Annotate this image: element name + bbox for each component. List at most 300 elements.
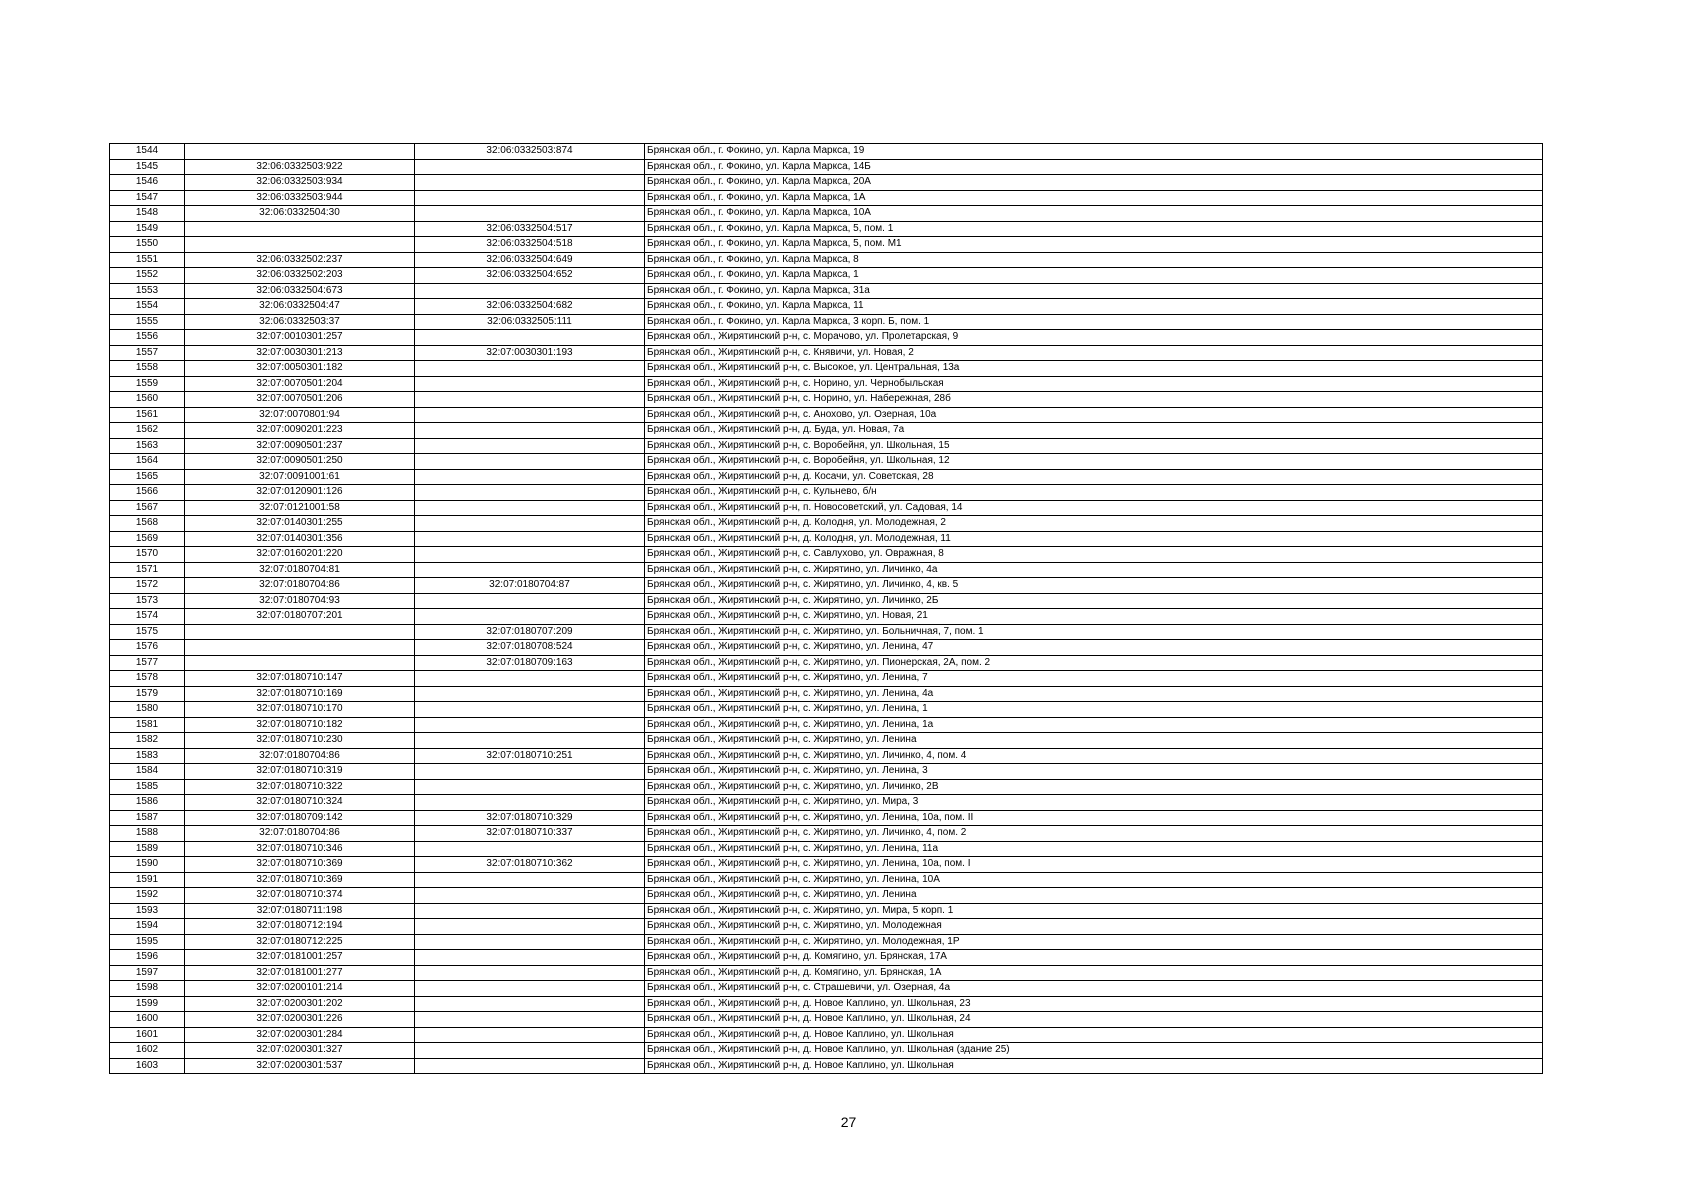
- table-row: [110, 252, 1543, 268]
- row-number-cell: 1571: [110, 562, 185, 578]
- address-cell: Брянская обл., Жирятинский р-н, с. Жирятино, ул. Молодежная: [645, 919, 1543, 935]
- row-number-cell: 1551: [110, 252, 185, 268]
- table-row: [110, 717, 1543, 733]
- table-row: [110, 314, 1543, 330]
- address-cell: Брянская обл., Жирятинский р-н, д. Колодня, ул. Молодежная, 11: [645, 531, 1543, 547]
- row-number-cell: 1563: [110, 438, 185, 454]
- address-cell: Брянская обл., Жирятинский р-н, с. Жирятино, ул. Ленина, 10а, пом. I: [645, 857, 1543, 873]
- address-cell: Брянская обл., Жирятинский р-н, с. Жирятино, ул. Личинко, 4, кв. 5: [645, 578, 1543, 594]
- row-number-cell: 1550: [110, 237, 185, 253]
- address-cell: Брянская обл., Жирятинский р-н, д. Косачи, ул. Советская, 28: [645, 469, 1543, 485]
- building-cadastral-number-cell: 32:06:0332504:682: [415, 299, 645, 315]
- row-number-cell: 1600: [110, 1012, 185, 1028]
- cadastral-number-cell: 32:07:0070801:94: [185, 407, 415, 423]
- building-cadastral-number-cell: 32:06:0332504:649: [415, 252, 645, 268]
- row-number-cell: 1591: [110, 872, 185, 888]
- building-cadastral-number-cell: 32:07:0180704:87: [415, 578, 645, 594]
- table-row: [110, 283, 1543, 299]
- address-cell: Брянская обл., Жирятинский р-н, с. Морачово, ул. Пролетарская, 9: [645, 330, 1543, 346]
- building-cadastral-number-cell: [415, 159, 645, 175]
- cadastral-number-cell: 32:07:0070501:204: [185, 376, 415, 392]
- address-cell: Брянская обл., г. Фокино, ул. Карла Маркса, 31а: [645, 283, 1543, 299]
- row-number-cell: 1545: [110, 159, 185, 175]
- row-number-cell: 1569: [110, 531, 185, 547]
- row-number-cell: 1555: [110, 314, 185, 330]
- address-cell: Брянская обл., Жирятинский р-н, с. Кульнево, б/н: [645, 485, 1543, 501]
- table-row: [110, 268, 1543, 284]
- address-cell: Брянская обл., Жирятинский р-н, д. Новое Каплино, ул. Школьная (здание 25): [645, 1043, 1543, 1059]
- building-cadastral-number-cell: [415, 593, 645, 609]
- address-cell: Брянская обл., Жирятинский р-н, с. Жирятино, ул. Новая, 21: [645, 609, 1543, 625]
- cadastral-number-cell: 32:07:0181001:257: [185, 950, 415, 966]
- cadastral-number-cell: 32:07:0180712:225: [185, 934, 415, 950]
- cadastral-number-cell: [185, 144, 415, 160]
- table-row: [110, 593, 1543, 609]
- building-cadastral-number-cell: [415, 702, 645, 718]
- address-cell: Брянская обл., Жирятинский р-н, с. Жирятино, ул. Молодежная, 1Р: [645, 934, 1543, 950]
- address-cell: Брянская обл., Жирятинский р-н, с. Жирятино, ул. Ленина, 11а: [645, 841, 1543, 857]
- table-row: [110, 733, 1543, 749]
- address-cell: Брянская обл., Жирятинский р-н, с. Жирятино, ул. Ленина, 1: [645, 702, 1543, 718]
- row-number-cell: 1558: [110, 361, 185, 377]
- row-number-cell: 1547: [110, 190, 185, 206]
- cadastral-number-cell: 32:06:0332503:37: [185, 314, 415, 330]
- table-row: [110, 903, 1543, 919]
- cadastral-number-cell: 32:07:0180710:369: [185, 857, 415, 873]
- table-row: [110, 826, 1543, 842]
- table-row: [110, 764, 1543, 780]
- cadastral-number-cell: 32:07:0010301:257: [185, 330, 415, 346]
- address-cell: Брянская обл., Жирятинский р-н, с. Жирятино, ул. Личинко, 2Б: [645, 593, 1543, 609]
- cadastral-number-cell: 32:06:0332503:922: [185, 159, 415, 175]
- row-number-cell: 1592: [110, 888, 185, 904]
- table-row: [110, 454, 1543, 470]
- row-number-cell: 1596: [110, 950, 185, 966]
- building-cadastral-number-cell: [415, 376, 645, 392]
- building-cadastral-number-cell: 32:07:0180710:329: [415, 810, 645, 826]
- table-row: [110, 237, 1543, 253]
- address-cell: Брянская обл., г. Фокино, ул. Карла Маркса, 11: [645, 299, 1543, 315]
- address-cell: Брянская обл., Жирятинский р-н, с. Жирятино, ул. Ленина, 3: [645, 764, 1543, 780]
- row-number-cell: 1564: [110, 454, 185, 470]
- table-row: [110, 624, 1543, 640]
- building-cadastral-number-cell: [415, 1043, 645, 1059]
- row-number-cell: 1549: [110, 221, 185, 237]
- row-number-cell: 1567: [110, 500, 185, 516]
- row-number-cell: 1572: [110, 578, 185, 594]
- building-cadastral-number-cell: [415, 438, 645, 454]
- address-cell: Брянская обл., Жирятинский р-н, с. Воробейня, ул. Школьная, 12: [645, 454, 1543, 470]
- table-row: [110, 996, 1543, 1012]
- table-row: [110, 159, 1543, 175]
- address-cell: Брянская обл., г. Фокино, ул. Карла Маркса, 1: [645, 268, 1543, 284]
- address-cell: Брянская обл., Жирятинский р-н, с. Жирятино, ул. Ленина, 10а, пом. II: [645, 810, 1543, 826]
- address-cell: Брянская обл., Жирятинский р-н, с. Жирятино, ул. Личинко, 4, пом. 4: [645, 748, 1543, 764]
- building-cadastral-number-cell: 32:06:0332505:111: [415, 314, 645, 330]
- row-number-cell: 1586: [110, 795, 185, 811]
- address-cell: Брянская обл., Жирятинский р-н, с. Жирятино, ул. Больничная, 7, пом. 1: [645, 624, 1543, 640]
- table-row: [110, 748, 1543, 764]
- cadastral-number-cell: 32:07:0091001:61: [185, 469, 415, 485]
- table-row: [110, 485, 1543, 501]
- table-row: [110, 981, 1543, 997]
- building-cadastral-number-cell: [415, 361, 645, 377]
- building-cadastral-number-cell: [415, 919, 645, 935]
- table-row: [110, 702, 1543, 718]
- table-row: [110, 888, 1543, 904]
- table-row: [110, 841, 1543, 857]
- cadastral-number-cell: 32:07:0180704:86: [185, 748, 415, 764]
- row-number-cell: 1575: [110, 624, 185, 640]
- cadastral-number-cell: 32:07:0180710:319: [185, 764, 415, 780]
- cadastral-number-cell: 32:07:0180704:86: [185, 826, 415, 842]
- address-cell: Брянская обл., Жирятинский р-н, с. Страшевичи, ул. Озерная, 4а: [645, 981, 1543, 997]
- building-cadastral-number-cell: [415, 1058, 645, 1074]
- row-number-cell: 1570: [110, 547, 185, 563]
- table-row: [110, 795, 1543, 811]
- cadastral-number-cell: 32:07:0180711:198: [185, 903, 415, 919]
- cadastral-number-cell: [185, 655, 415, 671]
- row-number-cell: 1598: [110, 981, 185, 997]
- address-cell: Брянская обл., Жирятинский р-н, с. Высокое, ул. Центральная, 13а: [645, 361, 1543, 377]
- cadastral-number-cell: 32:07:0180704:93: [185, 593, 415, 609]
- cadastral-number-cell: 32:07:0181001:277: [185, 965, 415, 981]
- table-row: [110, 1012, 1543, 1028]
- table-row: [110, 671, 1543, 687]
- row-number-cell: 1561: [110, 407, 185, 423]
- address-cell: Брянская обл., Жирятинский р-н, с. Норино, ул. Чернобыльская: [645, 376, 1543, 392]
- cadastral-number-cell: 32:07:0180710:182: [185, 717, 415, 733]
- row-number-cell: 1583: [110, 748, 185, 764]
- table-row: [110, 330, 1543, 346]
- table-row: [110, 469, 1543, 485]
- cadastral-number-cell: 32:07:0030301:213: [185, 345, 415, 361]
- row-number-cell: 1559: [110, 376, 185, 392]
- table-row: [110, 686, 1543, 702]
- row-number-cell: 1568: [110, 516, 185, 532]
- row-number-cell: 1582: [110, 733, 185, 749]
- table-row: [110, 547, 1543, 563]
- table-row: [110, 438, 1543, 454]
- building-cadastral-number-cell: [415, 190, 645, 206]
- building-cadastral-number-cell: [415, 407, 645, 423]
- cadastral-number-cell: 32:06:0332504:30: [185, 206, 415, 222]
- address-cell: Брянская обл., г. Фокино, ул. Карла Маркса, 10А: [645, 206, 1543, 222]
- table-row: [110, 423, 1543, 439]
- address-cell: Брянская обл., Жирятинский р-н, с. Княвичи, ул. Новая, 2: [645, 345, 1543, 361]
- building-cadastral-number-cell: 32:07:0180708:524: [415, 640, 645, 656]
- row-number-cell: 1576: [110, 640, 185, 656]
- address-cell: Брянская обл., Жирятинский р-н, д. Новое Каплино, ул. Школьная, 23: [645, 996, 1543, 1012]
- table-row: [110, 361, 1543, 377]
- building-cadastral-number-cell: 32:06:0332504:652: [415, 268, 645, 284]
- address-cell: Брянская обл., Жирятинский р-н, д. Колодня, ул. Молодежная, 2: [645, 516, 1543, 532]
- address-cell: Брянская обл., Жирятинский р-н, д. Буда, ул. Новая, 7а: [645, 423, 1543, 439]
- cadastral-number-cell: 32:07:0180710:169: [185, 686, 415, 702]
- building-cadastral-number-cell: [415, 454, 645, 470]
- row-number-cell: 1599: [110, 996, 185, 1012]
- address-cell: Брянская обл., г. Фокино, ул. Карла Маркса, 1А: [645, 190, 1543, 206]
- building-cadastral-number-cell: [415, 795, 645, 811]
- building-cadastral-number-cell: [415, 283, 645, 299]
- table-row: [110, 1058, 1543, 1074]
- address-cell: Брянская обл., Жирятинский р-н, п. Новосоветский, ул. Садовая, 14: [645, 500, 1543, 516]
- building-cadastral-number-cell: [415, 872, 645, 888]
- table-row: [110, 950, 1543, 966]
- address-cell: Брянская обл., Жирятинский р-н, с. Анохово, ул. Озерная, 10а: [645, 407, 1543, 423]
- row-number-cell: 1553: [110, 283, 185, 299]
- table-row: [110, 562, 1543, 578]
- building-cadastral-number-cell: [415, 206, 645, 222]
- row-number-cell: 1574: [110, 609, 185, 625]
- address-cell: Брянская обл., Жирятинский р-н, с. Жирятино, ул. Ленина, 10А: [645, 872, 1543, 888]
- cadastral-number-cell: 32:06:0332502:237: [185, 252, 415, 268]
- row-number-cell: 1603: [110, 1058, 185, 1074]
- building-cadastral-number-cell: [415, 1027, 645, 1043]
- table-row: [110, 655, 1543, 671]
- building-cadastral-number-cell: [415, 686, 645, 702]
- cadastral-number-cell: 32:07:0200301:537: [185, 1058, 415, 1074]
- cadastral-number-cell: 32:07:0180710:147: [185, 671, 415, 687]
- address-cell: Брянская обл., Жирятинский р-н, с. Жирятино, ул. Личинко, 2В: [645, 779, 1543, 795]
- table-row: [110, 609, 1543, 625]
- address-cell: Брянская обл., Жирятинский р-н, с. Жирятино, ул. Мира, 3: [645, 795, 1543, 811]
- address-cell: Брянская обл., Жирятинский р-н, с. Жирятино, ул. Ленина, 47: [645, 640, 1543, 656]
- address-cell: Брянская обл., Жирятинский р-н, с. Жирятино, ул. Ленина: [645, 888, 1543, 904]
- address-cell: Брянская обл., Жирятинский р-н, с. Жирятино, ул. Личинко, 4а: [645, 562, 1543, 578]
- cadastral-number-cell: 32:07:0050301:182: [185, 361, 415, 377]
- building-cadastral-number-cell: [415, 903, 645, 919]
- address-cell: Брянская обл., Жирятинский р-н, д. Новое Каплино, ул. Школьная: [645, 1058, 1543, 1074]
- building-cadastral-number-cell: [415, 950, 645, 966]
- building-cadastral-number-cell: [415, 717, 645, 733]
- cadastral-number-cell: 32:07:0180707:201: [185, 609, 415, 625]
- row-number-cell: 1602: [110, 1043, 185, 1059]
- cadastral-number-cell: 32:07:0180710:346: [185, 841, 415, 857]
- cadastral-number-cell: 32:07:0120901:126: [185, 485, 415, 501]
- cadastral-number-cell: 32:07:0180710:324: [185, 795, 415, 811]
- cadastral-number-cell: 32:07:0180709:142: [185, 810, 415, 826]
- address-cell: Брянская обл., г. Фокино, ул. Карла Маркса, 3 корп. Б, пом. 1: [645, 314, 1543, 330]
- table-row: [110, 1043, 1543, 1059]
- cadastral-number-cell: [185, 624, 415, 640]
- building-cadastral-number-cell: [415, 547, 645, 563]
- address-cell: Брянская обл., Жирятинский р-н, с. Жирятино, ул. Ленина, 7: [645, 671, 1543, 687]
- address-cell: Брянская обл., Жирятинский р-н, с. Жирятино, ул. Личинко, 4, пом. 2: [645, 826, 1543, 842]
- building-cadastral-number-cell: [415, 934, 645, 950]
- building-cadastral-number-cell: [415, 996, 645, 1012]
- table-row: [110, 578, 1543, 594]
- address-cell: Брянская обл., г. Фокино, ул. Карла Маркса, 14Б: [645, 159, 1543, 175]
- building-cadastral-number-cell: [415, 1012, 645, 1028]
- row-number-cell: 1552: [110, 268, 185, 284]
- address-cell: Брянская обл., г. Фокино, ул. Карла Маркса, 5, пом. 1: [645, 221, 1543, 237]
- building-cadastral-number-cell: 32:07:0180710:251: [415, 748, 645, 764]
- row-number-cell: 1562: [110, 423, 185, 439]
- cadastral-number-cell: 32:06:0332503:934: [185, 175, 415, 191]
- table-row: [110, 144, 1543, 160]
- building-cadastral-number-cell: 32:06:0332504:517: [415, 221, 645, 237]
- building-cadastral-number-cell: [415, 175, 645, 191]
- table-row: [110, 810, 1543, 826]
- row-number-cell: 1597: [110, 965, 185, 981]
- row-number-cell: 1585: [110, 779, 185, 795]
- cadastral-number-cell: 32:06:0332502:203: [185, 268, 415, 284]
- cadastral-number-cell: 32:07:0180710:170: [185, 702, 415, 718]
- row-number-cell: 1546: [110, 175, 185, 191]
- building-cadastral-number-cell: [415, 779, 645, 795]
- row-number-cell: 1566: [110, 485, 185, 501]
- row-number-cell: 1595: [110, 934, 185, 950]
- table-row: [110, 919, 1543, 935]
- cadastral-number-cell: 32:06:0332503:944: [185, 190, 415, 206]
- cadastral-number-cell: 32:07:0200101:214: [185, 981, 415, 997]
- address-cell: Брянская обл., Жирятинский р-н, с. Савлухово, ул. Овражная, 8: [645, 547, 1543, 563]
- table-row: [110, 1027, 1543, 1043]
- address-cell: Брянская обл., г. Фокино, ул. Карла Маркса, 8: [645, 252, 1543, 268]
- cadastral-number-cell: 32:07:0140301:356: [185, 531, 415, 547]
- row-number-cell: 1594: [110, 919, 185, 935]
- cadastral-number-cell: 32:07:0200301:284: [185, 1027, 415, 1043]
- building-cadastral-number-cell: 32:07:0030301:193: [415, 345, 645, 361]
- registry-table: [109, 143, 1543, 1074]
- row-number-cell: 1560: [110, 392, 185, 408]
- row-number-cell: 1589: [110, 841, 185, 857]
- page-number: 27: [840, 1114, 857, 1130]
- cadastral-number-cell: 32:07:0160201:220: [185, 547, 415, 563]
- row-number-cell: 1577: [110, 655, 185, 671]
- address-cell: Брянская обл., Жирятинский р-н, с. Норино, ул. Набережная, 28б: [645, 392, 1543, 408]
- table-row: [110, 965, 1543, 981]
- row-number-cell: 1579: [110, 686, 185, 702]
- address-cell: Брянская обл., г. Фокино, ул. Карла Маркса, 20А: [645, 175, 1543, 191]
- cadastral-number-cell: 32:07:0090501:250: [185, 454, 415, 470]
- address-cell: Брянская обл., Жирятинский р-н, д. Новое Каплино, ул. Школьная, 24: [645, 1012, 1543, 1028]
- cadastral-number-cell: 32:07:0180712:194: [185, 919, 415, 935]
- building-cadastral-number-cell: [415, 841, 645, 857]
- building-cadastral-number-cell: [415, 469, 645, 485]
- table-row: [110, 392, 1543, 408]
- row-number-cell: 1581: [110, 717, 185, 733]
- building-cadastral-number-cell: [415, 764, 645, 780]
- cadastral-number-cell: 32:07:0200301:327: [185, 1043, 415, 1059]
- building-cadastral-number-cell: [415, 671, 645, 687]
- building-cadastral-number-cell: 32:07:0180710:337: [415, 826, 645, 842]
- table-row: [110, 779, 1543, 795]
- table-row: [110, 376, 1543, 392]
- cadastral-number-cell: 32:07:0180704:86: [185, 578, 415, 594]
- row-number-cell: 1565: [110, 469, 185, 485]
- building-cadastral-number-cell: 32:06:0332503:874: [415, 144, 645, 160]
- row-number-cell: 1548: [110, 206, 185, 222]
- table-row: [110, 175, 1543, 191]
- table-row: [110, 640, 1543, 656]
- row-number-cell: 1554: [110, 299, 185, 315]
- building-cadastral-number-cell: [415, 485, 645, 501]
- building-cadastral-number-cell: [415, 965, 645, 981]
- building-cadastral-number-cell: [415, 888, 645, 904]
- building-cadastral-number-cell: [415, 733, 645, 749]
- row-number-cell: 1580: [110, 702, 185, 718]
- building-cadastral-number-cell: [415, 609, 645, 625]
- building-cadastral-number-cell: 32:06:0332504:518: [415, 237, 645, 253]
- building-cadastral-number-cell: [415, 981, 645, 997]
- row-number-cell: 1584: [110, 764, 185, 780]
- cadastral-number-cell: 32:07:0180704:81: [185, 562, 415, 578]
- table-row: [110, 872, 1543, 888]
- table-row: [110, 221, 1543, 237]
- row-number-cell: 1588: [110, 826, 185, 842]
- cadastral-number-cell: 32:07:0180710:374: [185, 888, 415, 904]
- table-row: [110, 934, 1543, 950]
- address-cell: Брянская обл., г. Фокино, ул. Карла Маркса, 5, пом. М1: [645, 237, 1543, 253]
- table-body: [110, 144, 1543, 1074]
- table-row: [110, 500, 1543, 516]
- address-cell: Брянская обл., Жирятинский р-н, с. Жирятино, ул. Ленина, 1а: [645, 717, 1543, 733]
- cadastral-number-cell: 32:07:0180710:369: [185, 872, 415, 888]
- building-cadastral-number-cell: [415, 500, 645, 516]
- row-number-cell: 1544: [110, 144, 185, 160]
- address-cell: Брянская обл., г. Фокино, ул. Карла Маркса, 19: [645, 144, 1543, 160]
- cadastral-number-cell: 32:07:0180710:322: [185, 779, 415, 795]
- building-cadastral-number-cell: [415, 531, 645, 547]
- row-number-cell: 1557: [110, 345, 185, 361]
- row-number-cell: 1556: [110, 330, 185, 346]
- row-number-cell: 1587: [110, 810, 185, 826]
- row-number-cell: 1590: [110, 857, 185, 873]
- building-cadastral-number-cell: [415, 423, 645, 439]
- cadastral-number-cell: 32:07:0180710:230: [185, 733, 415, 749]
- building-cadastral-number-cell: 32:07:0180709:163: [415, 655, 645, 671]
- address-cell: Брянская обл., Жирятинский р-н, с. Жирятино, ул. Ленина, 4а: [645, 686, 1543, 702]
- row-number-cell: 1573: [110, 593, 185, 609]
- building-cadastral-number-cell: [415, 330, 645, 346]
- cadastral-number-cell: 32:06:0332504:673: [185, 283, 415, 299]
- address-cell: Брянская обл., Жирятинский р-н, с. Жирятино, ул. Мира, 5 корп. 1: [645, 903, 1543, 919]
- cadastral-number-cell: 32:07:0121001:58: [185, 500, 415, 516]
- cadastral-number-cell: 32:07:0200301:202: [185, 996, 415, 1012]
- table-row: [110, 345, 1543, 361]
- table-row: [110, 531, 1543, 547]
- table-row: [110, 407, 1543, 423]
- table-row: [110, 299, 1543, 315]
- address-cell: Брянская обл., Жирятинский р-н, с. Жирятино, ул. Ленина: [645, 733, 1543, 749]
- table-row: [110, 857, 1543, 873]
- cadastral-number-cell: 32:07:0090501:237: [185, 438, 415, 454]
- building-cadastral-number-cell: 32:07:0180707:209: [415, 624, 645, 640]
- building-cadastral-number-cell: [415, 392, 645, 408]
- cadastral-number-cell: 32:07:0090201:223: [185, 423, 415, 439]
- cadastral-number-cell: [185, 221, 415, 237]
- row-number-cell: 1578: [110, 671, 185, 687]
- row-number-cell: 1601: [110, 1027, 185, 1043]
- address-cell: Брянская обл., Жирятинский р-н, д. Комягино, ул. Брянская, 17А: [645, 950, 1543, 966]
- building-cadastral-number-cell: [415, 562, 645, 578]
- cadastral-number-cell: [185, 237, 415, 253]
- cadastral-number-cell: 32:07:0140301:255: [185, 516, 415, 532]
- cadastral-number-cell: 32:07:0070501:206: [185, 392, 415, 408]
- table-row: [110, 206, 1543, 222]
- building-cadastral-number-cell: 32:07:0180710:362: [415, 857, 645, 873]
- address-cell: Брянская обл., Жирятинский р-н, д. Новое Каплино, ул. Школьная: [645, 1027, 1543, 1043]
- address-cell: Брянская обл., Жирятинский р-н, с. Воробейня, ул. Школьная, 15: [645, 438, 1543, 454]
- cadastral-number-cell: 32:06:0332504:47: [185, 299, 415, 315]
- table-row: [110, 516, 1543, 532]
- address-cell: Брянская обл., Жирятинский р-н, д. Комягино, ул. Брянская, 1А: [645, 965, 1543, 981]
- cadastral-number-cell: [185, 640, 415, 656]
- building-cadastral-number-cell: [415, 516, 645, 532]
- table-row: [110, 190, 1543, 206]
